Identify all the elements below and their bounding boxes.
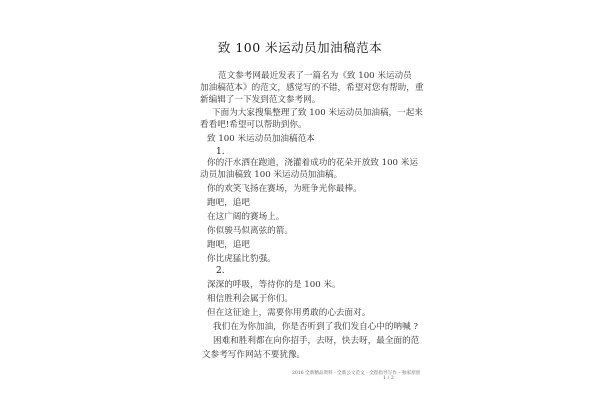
- section-number: 2.: [216, 266, 225, 276]
- body-line: 文参考写作网站不要犹豫。: [202, 350, 306, 360]
- section-number: 1.: [216, 147, 225, 157]
- body-line: 跑吧，追吧: [207, 240, 250, 250]
- body-line: 你的欢笑飞扬在赛场，为班争光你最棒。: [207, 184, 362, 194]
- body-line: 动员加油稿致 100 米运动员加油稿。: [200, 170, 343, 180]
- subtitle: 致 100 米运动员加油稿范本: [207, 134, 315, 144]
- intro-line: 加油稿范本》的范文，感觉写的不错，希望对您有帮助，重: [200, 83, 424, 93]
- body-line: 深深的呼吸，等待你的是 100 米。: [207, 280, 341, 290]
- body-line: 在这广阔的赛场上。: [207, 212, 285, 222]
- intro-line: 下面为大家搜集整理了致 100 米运动员加油稿，一起来: [212, 108, 423, 118]
- body-line: 我们在为你加油，你是否听到了我们发自心中的呐喊 ?: [213, 322, 418, 332]
- body-line: 你似骏马似离弦的箭。: [207, 226, 293, 236]
- intro-line: 范文参考网最近发表了一篇名为《致 100 米运动员: [218, 71, 412, 81]
- body-line: 困难和胜利都在向你招手，去呀，快去呀，最全面的范: [213, 336, 420, 346]
- intro-line: 看看吧!希望可以帮助到你。: [200, 120, 307, 130]
- body-line: 相信胜利会属于你们。: [207, 294, 293, 304]
- body-line: 你比虎猛比豹强。: [207, 254, 276, 264]
- page-footer: 2016 全新精品资料 - 全新公文范文 - 全程指导写作 – 独家原创: [292, 371, 421, 376]
- body-line: 但在这征途上，需要你用勇敢的心去面对。: [207, 308, 371, 318]
- intro-line: 新编辑了一下发到范文参考网。: [200, 95, 321, 105]
- body-line: 跑吧，追吧: [207, 198, 250, 208]
- document-title: 致 100 米运动员加油稿范本: [217, 40, 383, 55]
- body-line: 你的汗水洒在跑道，浇灌着成功的花朵开放致 100 米运: [207, 158, 418, 168]
- page-number: 1 / 2: [383, 376, 394, 381]
